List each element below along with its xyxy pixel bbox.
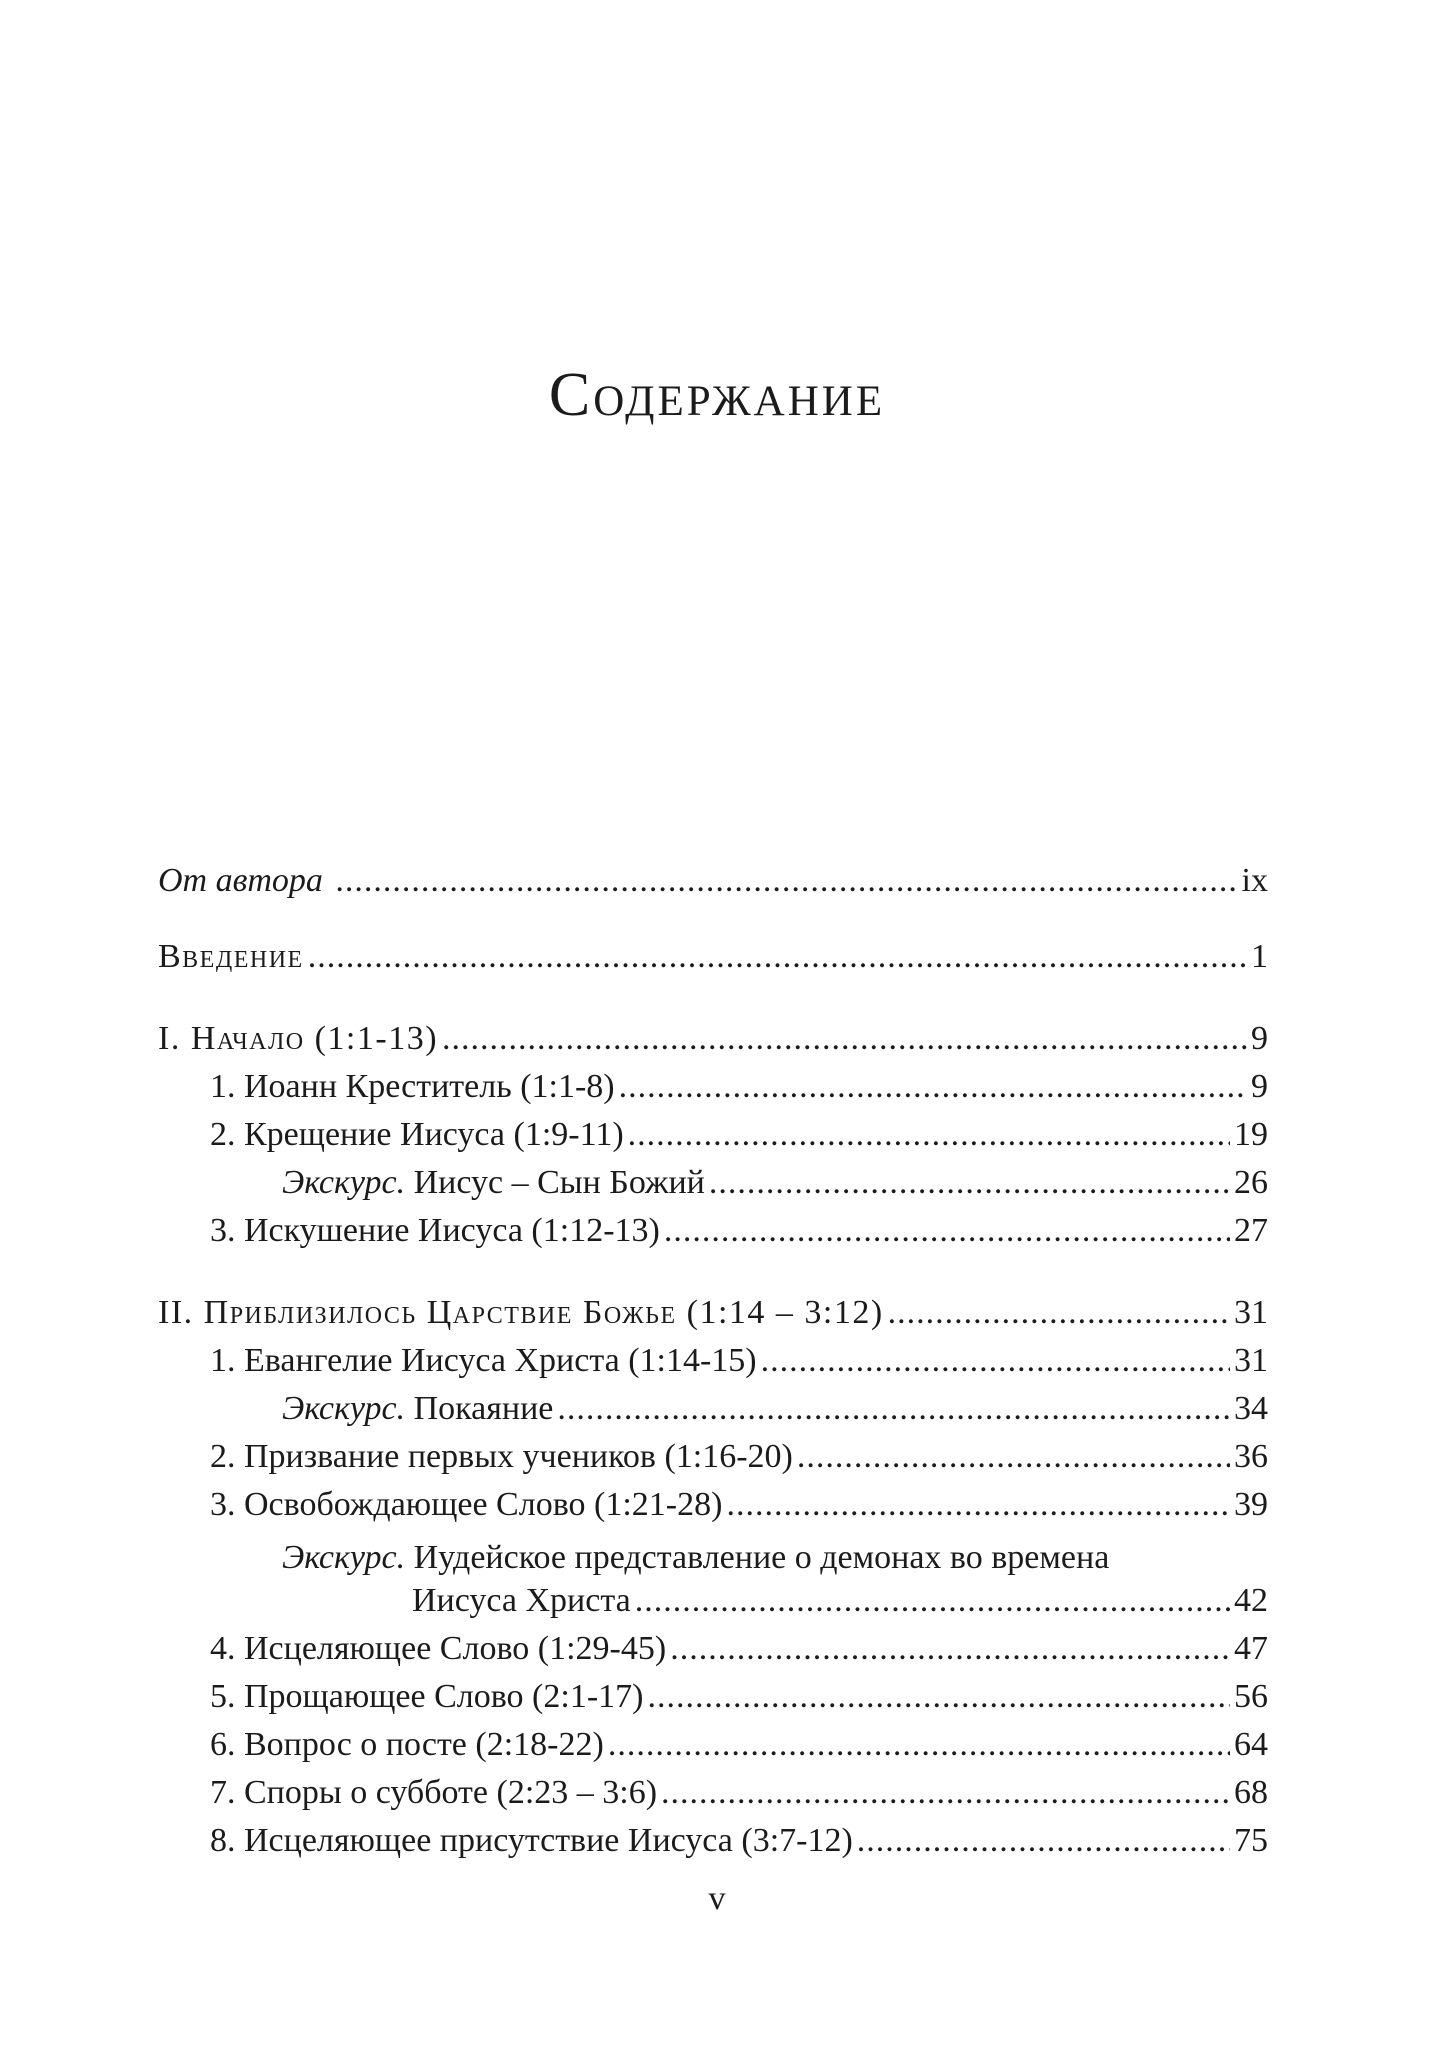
dot-leader	[761, 1342, 1230, 1380]
page-title: Содержание	[548, 361, 886, 429]
toc-entry-foreword[interactable]	[158, 862, 1268, 910]
toc-page-number: 47	[1234, 1630, 1268, 1667]
dot-leader	[664, 1212, 1230, 1250]
toc-page-number: 64	[1234, 1726, 1268, 1763]
table-of-contents	[158, 862, 1268, 1870]
toc-page-number: 26	[1234, 1164, 1268, 1201]
excursus-prefix: Экскурс.	[282, 1539, 406, 1576]
dot-leader	[888, 1294, 1230, 1332]
toc-excursus[interactable]	[158, 1534, 1268, 1582]
toc-entry-label: Иудейское представление о демонах во времена	[413, 1539, 1110, 1576]
toc-entry-introduction[interactable]	[158, 938, 1268, 986]
toc-entry-label: 4. Исцеляющее Слово (1:29-45)	[210, 1630, 667, 1667]
toc-entry[interactable]	[158, 1726, 1268, 1774]
dot-leader	[442, 1020, 1247, 1058]
toc-page-number: 56	[1234, 1678, 1268, 1715]
toc-excursus[interactable]	[158, 1164, 1268, 1212]
toc-entry-label-continued: Иисуса Христа	[412, 1582, 631, 1619]
toc-page-number: ix	[1241, 862, 1268, 899]
page-number-folio: v	[708, 1880, 726, 1917]
toc-entry-label: 2. Призвание первых учеников (1:16-20)	[210, 1438, 793, 1475]
toc-entry[interactable]	[158, 1068, 1268, 1116]
toc-entry[interactable]	[158, 1438, 1268, 1486]
toc-entry[interactable]	[158, 1486, 1268, 1534]
toc-page-number: 31	[1234, 1294, 1268, 1331]
toc-page-number: 36	[1234, 1438, 1268, 1475]
toc-page-number: 31	[1234, 1342, 1268, 1379]
toc-page-number: 9	[1251, 1068, 1268, 1105]
toc-part-2[interactable]	[158, 1294, 1268, 1342]
toc-page-number: 9	[1251, 1020, 1268, 1057]
toc-entry-label: I. Начало (1:1-13)	[158, 1020, 439, 1057]
toc-entry[interactable]	[158, 1630, 1268, 1678]
toc-entry-label: Покаяние	[413, 1390, 554, 1427]
dot-leader	[619, 1068, 1247, 1106]
dot-leader	[726, 1486, 1230, 1524]
toc-page-number: 39	[1234, 1486, 1268, 1523]
excursus-prefix: Экскурс.	[282, 1164, 406, 1201]
toc-entry-label: Введение	[158, 938, 304, 975]
toc-entry[interactable]	[158, 1116, 1268, 1164]
toc-entry[interactable]	[158, 1342, 1268, 1390]
toc-entry-label: От автора	[158, 862, 323, 899]
dot-leader	[670, 1630, 1230, 1668]
toc-entry-label: 1. Евангелие Иисуса Христа (1:14-15)	[210, 1342, 757, 1379]
dot-leader	[661, 1774, 1230, 1812]
dot-leader	[608, 1726, 1230, 1764]
toc-entry[interactable]	[158, 1822, 1268, 1870]
dot-leader	[628, 1116, 1230, 1154]
dot-leader	[635, 1582, 1230, 1620]
toc-page-number: 19	[1234, 1116, 1268, 1153]
toc-entry-label: 1. Иоанн Креститель (1:1-8)	[210, 1068, 615, 1105]
toc-entry-label: 3. Освобождающее Слово (1:21-28)	[210, 1486, 723, 1523]
dot-leader	[335, 862, 1237, 900]
toc-page-number: 68	[1234, 1774, 1268, 1811]
excursus-prefix: Экскурс.	[282, 1390, 406, 1427]
toc-entry-label: 8. Исцеляющее присутствие Иисуса (3:7-12)	[210, 1822, 853, 1859]
dot-leader	[797, 1438, 1230, 1476]
toc-entry[interactable]	[158, 1774, 1268, 1822]
dot-leader	[308, 938, 1247, 976]
dot-leader	[647, 1678, 1230, 1716]
toc-entry-label: 2. Крещение Иисуса (1:9-11)	[210, 1116, 624, 1153]
toc-excursus-continued[interactable]	[158, 1582, 1268, 1630]
toc-page-number: 27	[1234, 1212, 1268, 1249]
toc-excursus[interactable]	[158, 1390, 1268, 1438]
toc-page-number: 34	[1234, 1390, 1268, 1427]
toc-part-1[interactable]	[158, 1020, 1268, 1068]
toc-entry[interactable]	[158, 1212, 1268, 1260]
toc-page-number: 1	[1251, 938, 1268, 975]
toc-page-number: 75	[1234, 1822, 1268, 1859]
toc-entry-label: II. Приблизилось Царствие Божье (1:14 – 3:12)	[158, 1294, 884, 1331]
toc-entry-label: 6. Вопрос о посте (2:18-22)	[210, 1726, 604, 1763]
dot-leader	[557, 1390, 1230, 1428]
toc-entry-label: 5. Прощающее Слово (2:1-17)	[210, 1678, 644, 1715]
toc-entry-label: 3. Искушение Иисуса (1:12-13)	[210, 1212, 660, 1249]
toc-entry[interactable]	[158, 1678, 1268, 1726]
toc-entry-label: 7. Споры о субботе (2:23 – 3:6)	[210, 1774, 658, 1811]
dot-leader	[857, 1822, 1230, 1860]
dot-leader	[709, 1164, 1230, 1202]
toc-entry-label: Иисус – Сын Божий	[413, 1164, 705, 1201]
toc-page-number: 42	[1234, 1582, 1268, 1619]
